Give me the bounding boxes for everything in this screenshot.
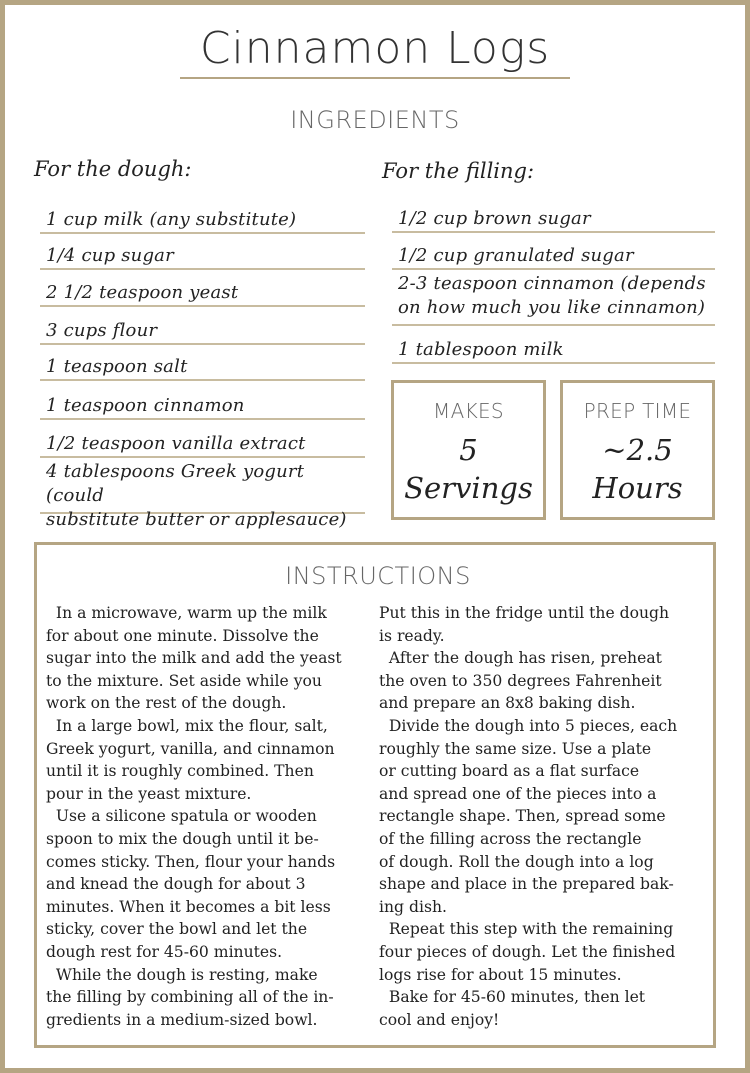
ingredient-row <box>392 270 715 326</box>
instruction-line: While the dough is resting, make <box>46 965 318 984</box>
ingredient-text: 1 teaspoon salt <box>46 356 188 377</box>
instructions-box <box>34 542 716 1048</box>
instruction-line: gredients in a medium-sized bowl. <box>46 1010 318 1029</box>
instruction-line: and prepare an 8x8 baking dish. <box>379 694 636 713</box>
instruction-line: dough rest for 45-60 minutes. <box>46 942 283 961</box>
ingredient-row <box>40 345 365 381</box>
ingredient-row <box>40 234 365 270</box>
ingredient-text: substitute butter or applesauce) <box>46 509 347 530</box>
instruction-line: After the dough has risen, preheat <box>379 649 662 668</box>
instruction-line: and knead the dough for about 3 <box>46 875 306 894</box>
instruction-line: Greek yogurt, vanilla, and cinnamon <box>46 739 335 758</box>
instruction-line: spoon to mix the dough until it be- <box>46 829 319 848</box>
ingredient-text: 4 tablespoons Greek yogurt (could <box>46 461 305 506</box>
ingredient-text: 1 tablespoon milk <box>398 339 564 360</box>
title-divider <box>180 77 570 79</box>
instruction-line: logs rise for about 15 minutes. <box>379 965 622 984</box>
ingredient-row <box>40 198 365 234</box>
instruction-line: comes sticky. Then, flour your hands <box>46 852 336 871</box>
instruction-line: or cutting board as a flat surface <box>379 762 640 781</box>
instruction-line: of the filling across the rectangle <box>379 829 642 848</box>
instruction-line: Bake for 45-60 minutes, then let <box>379 988 646 1007</box>
ingredients-heading: INGREDIENTS <box>290 106 460 134</box>
instruction-line: Divide the dough into 5 pieces, each <box>379 716 678 735</box>
instruction-line: until it is roughly combined. Then <box>46 762 314 781</box>
prep-time-box <box>560 380 715 520</box>
instruction-line: pour in the yeast mixture. <box>46 784 252 803</box>
makes-unit: Servings <box>404 471 533 505</box>
instruction-line: rectangle shape. Then, spread some <box>379 807 666 826</box>
instruction-line: Put this in the fridge until the dough <box>379 604 670 622</box>
instruction-line: shape and place in the prepared bak- <box>379 875 674 894</box>
ingredient-row <box>392 198 715 233</box>
instructions-heading: INSTRUCTIONS <box>285 562 471 590</box>
ingredient-row <box>392 326 715 364</box>
ingredient-row <box>40 381 365 420</box>
ingredient-text: 1 cup milk (any substitute) <box>46 209 297 230</box>
instruction-line: roughly the same size. Use a plate <box>379 739 652 758</box>
ingredient-text: on how much you like cinnamon) <box>398 297 706 318</box>
instruction-line: In a large bowl, mix the flour, salt, <box>46 716 328 735</box>
ingredient-row <box>40 420 365 458</box>
ingredient-row <box>40 307 365 345</box>
ingredient-text: 1/2 teaspoon vanilla extract <box>46 433 306 454</box>
instruction-line: Use a silicone spatula or wooden <box>46 807 317 826</box>
ingredient-row <box>40 458 365 530</box>
ingredient-text: 1 teaspoon cinnamon <box>46 395 245 416</box>
instruction-line: sticky, cover the bowl and let the <box>46 920 308 939</box>
ingredient-text: 3 cups flour <box>46 320 158 341</box>
makes-label: MAKES <box>433 399 504 423</box>
filling-heading: For the filling: <box>382 159 535 183</box>
instruction-line: the oven to 350 degrees Fahrenheit <box>379 671 662 690</box>
ingredient-text: 1/2 cup brown sugar <box>398 208 591 229</box>
ingredient-row <box>392 233 715 270</box>
instruction-line: sugar into the milk and add the yeast <box>46 649 342 668</box>
makes-box <box>391 380 546 520</box>
recipe-title: Cinnamon Logs <box>199 23 551 74</box>
ingredient-text: 2-3 teaspoon cinnamon (depends <box>398 273 706 294</box>
prep-time-label: PREP TIME <box>583 399 692 423</box>
ingredient-text: 1/2 cup granulated sugar <box>398 245 634 266</box>
makes-value <box>394 431 543 507</box>
ingredient-text: 2 1/2 teaspoon yeast <box>46 282 239 303</box>
prep-time-value <box>563 431 712 507</box>
instruction-line: of dough. Roll the dough into a log <box>379 852 654 871</box>
instruction-line: to the mixture. Set aside while you <box>46 671 322 690</box>
instruction-line: In a microwave, warm up the milk <box>46 604 327 622</box>
instruction-line: work on the rest of the dough. <box>46 694 287 713</box>
instruction-line: for about one minute. Dissolve the <box>46 626 319 645</box>
ingredient-text: 1/4 cup sugar <box>46 245 174 266</box>
instruction-line: Repeat this step with the remaining <box>379 920 674 939</box>
instruction-line: ing dish. <box>379 897 447 916</box>
instructions-left-column <box>46 602 342 1031</box>
instruction-line: the filling by combining all of the in- <box>46 988 334 1007</box>
makes-count: 5 <box>459 433 478 467</box>
prep-time-unit: Hours <box>592 471 683 505</box>
prep-time-amount: ~2.5 <box>602 433 673 467</box>
dough-heading: For the dough: <box>34 157 192 181</box>
ingredient-row <box>40 270 365 307</box>
instruction-line: cool and enjoy! <box>379 1010 500 1029</box>
instructions-right-column <box>379 602 677 1031</box>
instruction-line: is ready. <box>379 626 445 645</box>
instruction-line: and spread one of the pieces into a <box>379 784 657 803</box>
instruction-line: minutes. When it becomes a bit less <box>46 897 331 916</box>
instruction-line: four pieces of dough. Let the finished <box>379 942 676 961</box>
